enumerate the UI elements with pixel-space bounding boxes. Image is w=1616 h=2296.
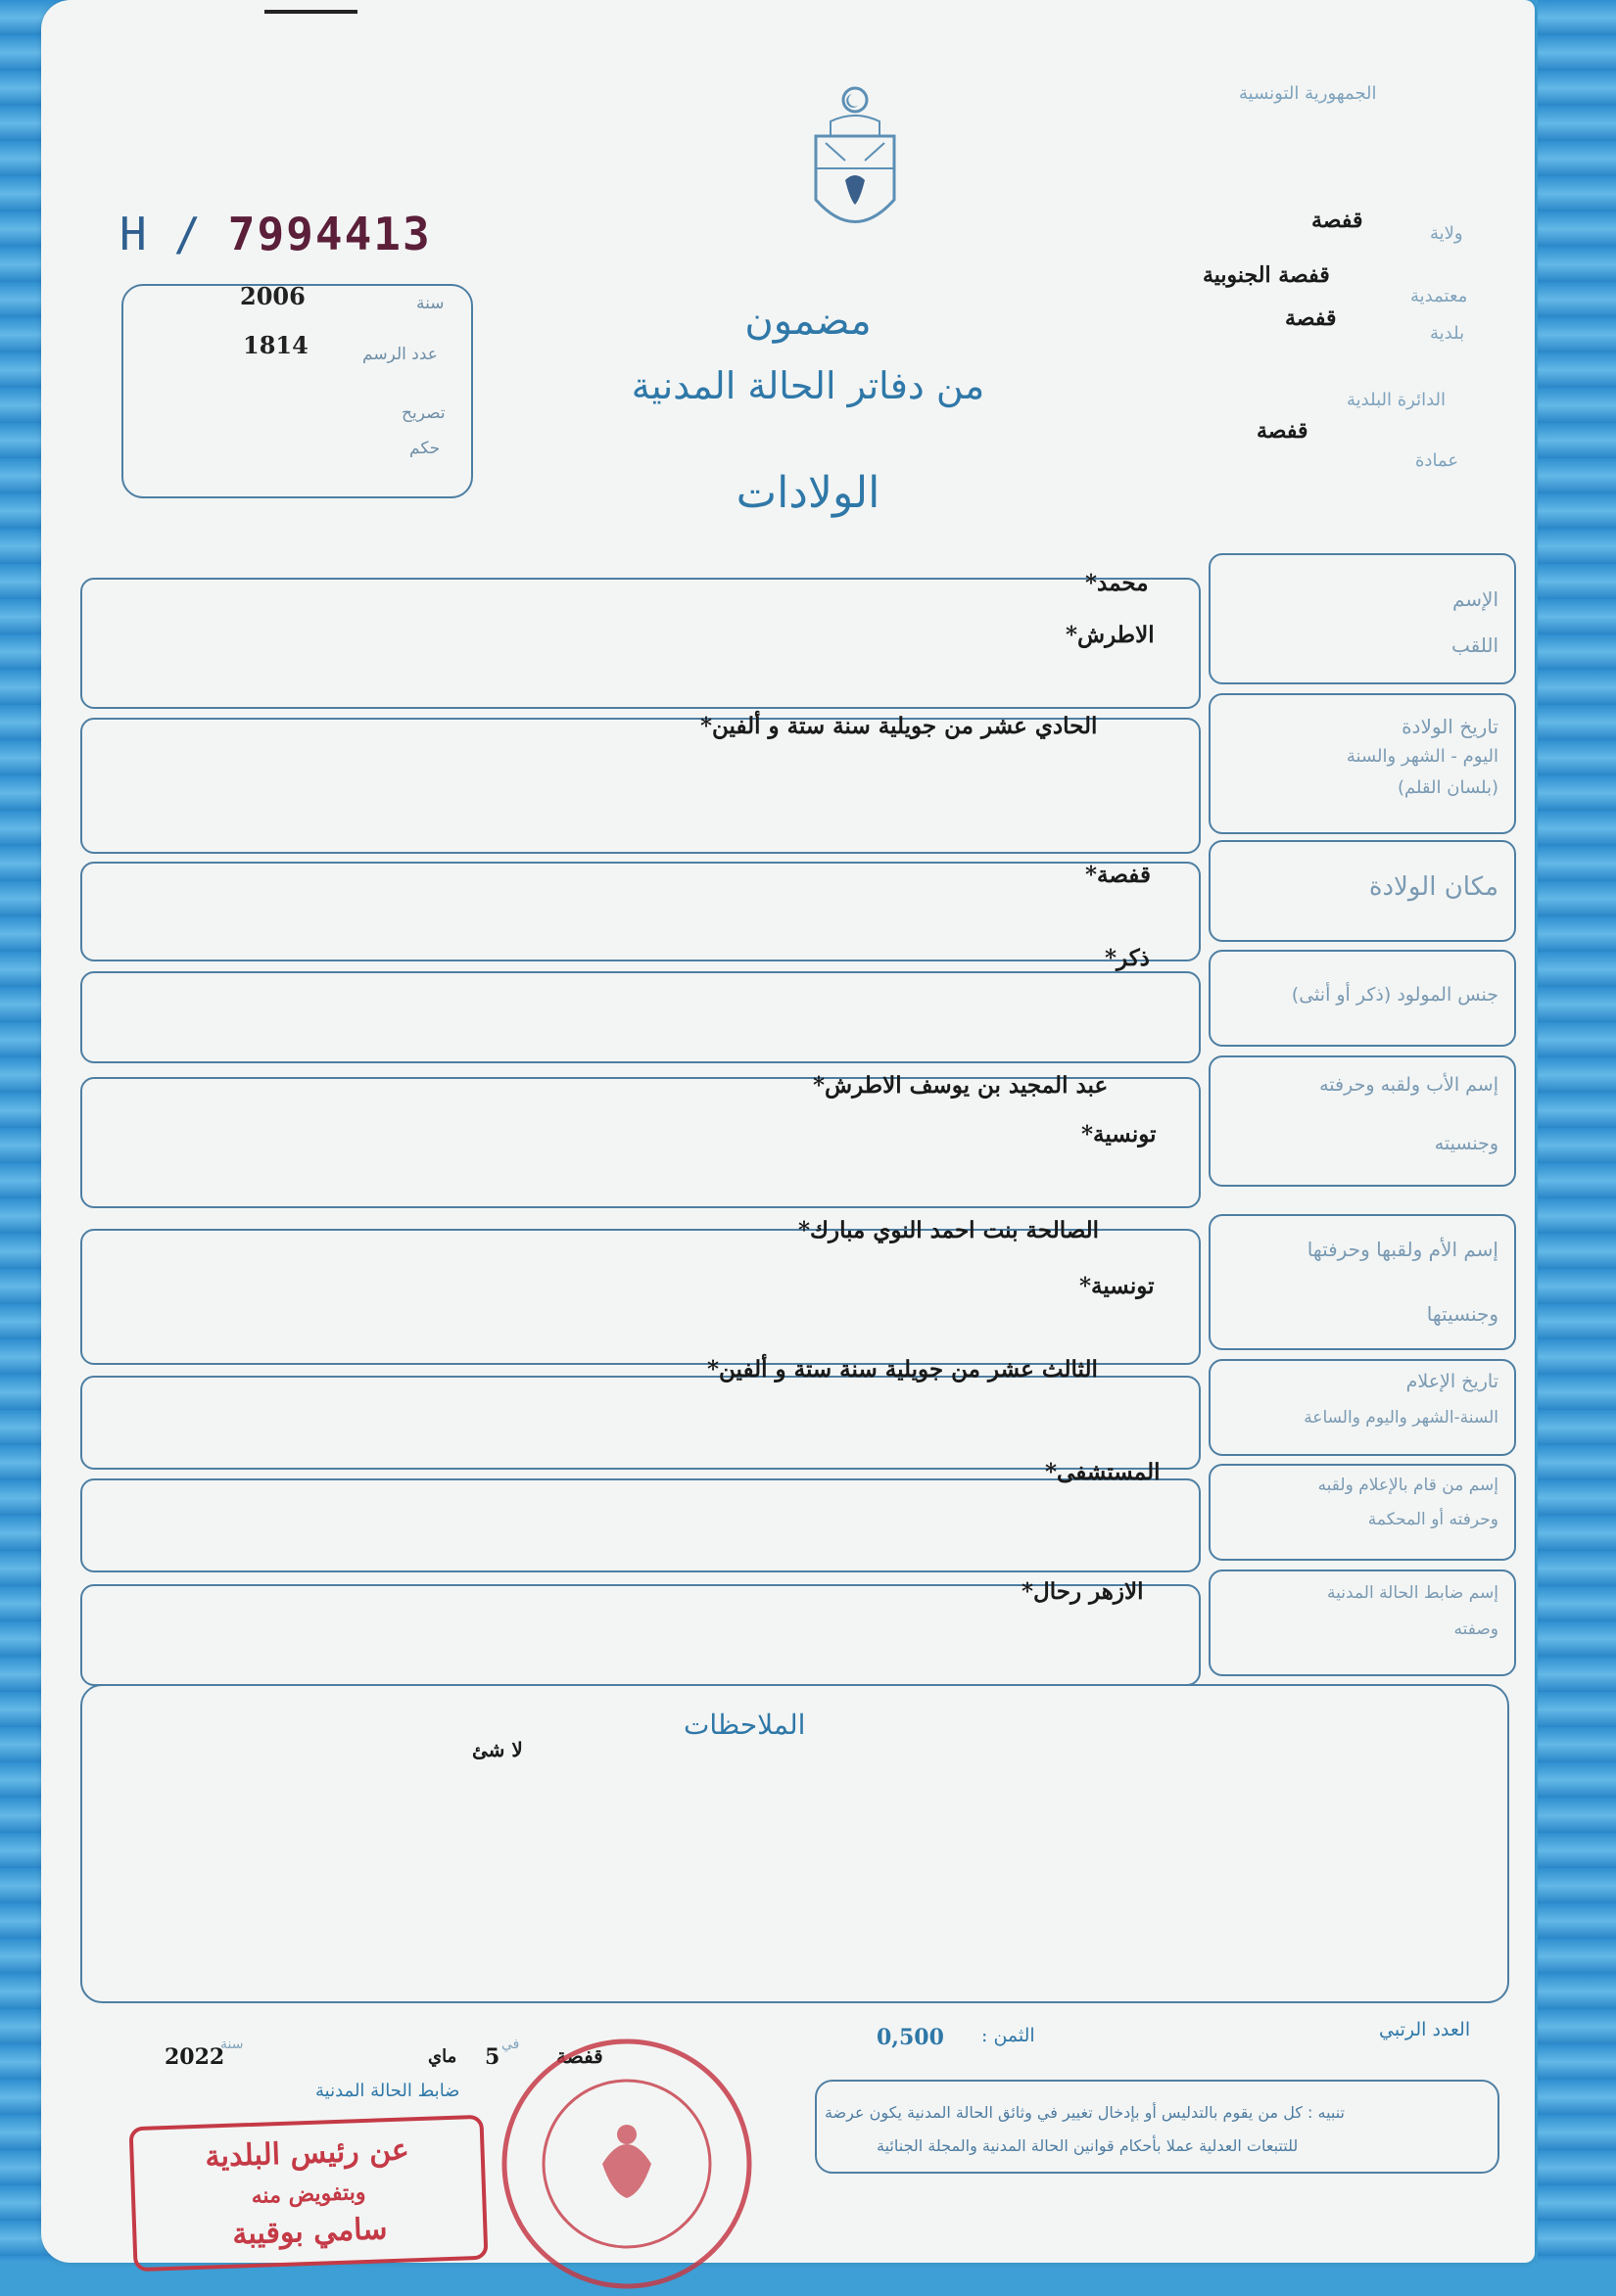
label-birthdate-detail: اليوم - الشهر والسنة xyxy=(1346,746,1498,767)
label-declarant-detail: وحرفته أو المحكمة xyxy=(1367,1510,1498,1529)
footer-city: قفصة xyxy=(556,2044,603,2068)
serial-prefix: H / xyxy=(119,208,202,260)
footer-year: 2022 xyxy=(165,2044,225,2070)
label-birthplace: مكان الولادة xyxy=(1368,872,1498,902)
pen-stroke xyxy=(264,10,357,14)
signature-stamp xyxy=(129,2115,489,2273)
republic-header: الجمهورية التونسية xyxy=(1239,83,1377,104)
stamp-line-3: سامي بوقيبة xyxy=(231,2212,389,2252)
notice-line-1: تنبيه : كل من يقوم بالتدليس أو بإدخال تغيير في وثائق الحالة المدنية يكون عرضة xyxy=(825,2103,1345,2122)
field-wilaya: ولاية xyxy=(1430,223,1463,244)
registry-declaration-label: تصريح xyxy=(402,403,446,423)
label-birthdate: تاريخ الولادة xyxy=(1402,715,1498,738)
registry-year-label: سنة xyxy=(416,294,445,313)
remarks-value: لا شئ xyxy=(472,1738,523,1761)
name-label-box xyxy=(1209,553,1516,684)
field-omda: عمادة xyxy=(1415,450,1459,471)
field-delegation: معتمدية xyxy=(1410,286,1468,306)
registry-act-number: 1814 xyxy=(243,331,309,359)
declaration-date-value-box xyxy=(80,1376,1201,1470)
price-value: 0,500 xyxy=(877,2025,944,2050)
field-district: الدائرة البلدية xyxy=(1347,390,1447,410)
label-gender: جنس المولود (ذكر أو أنثى) xyxy=(1291,984,1498,1006)
serial-number: 7994413 xyxy=(227,208,432,260)
remarks-title: الملاحظات xyxy=(684,1709,806,1741)
declarant-value-box xyxy=(80,1478,1201,1572)
stamp-line-1: عن رئيس البلدية xyxy=(204,2132,410,2175)
gender-value-box xyxy=(80,971,1201,1063)
label-mother-nationality: وجنسيتها xyxy=(1426,1302,1498,1326)
last-name-value: الاطرش* xyxy=(1066,622,1155,648)
title-from-registers: من دفاتر الحالة المدنية xyxy=(631,364,985,407)
label-last-name: اللقب xyxy=(1450,633,1498,657)
label-father-nationality: وجنسيته xyxy=(1434,1133,1498,1154)
footer-day: 5 xyxy=(485,2044,500,2070)
mother-nationality-value: تونسية* xyxy=(1079,1273,1155,1299)
label-declaration-date-detail: السنة-الشهر واليوم والساعة xyxy=(1304,1408,1498,1428)
birthplace-value: قفصة* xyxy=(1085,862,1151,888)
district-value: قفصة xyxy=(1257,418,1308,444)
field-municipality: بلدية xyxy=(1430,323,1465,344)
wilaya-value: قفصة xyxy=(1311,208,1363,233)
gender-value: ذكر* xyxy=(1105,945,1150,971)
birthplace-value-box xyxy=(80,862,1201,961)
father-nationality-value: تونسية* xyxy=(1081,1121,1157,1148)
title-births: الولادات xyxy=(736,468,880,518)
mother-value-box xyxy=(80,1229,1201,1365)
label-father: إسم الأب ولقبه وحرفته xyxy=(1319,1074,1498,1096)
notice-box xyxy=(815,2080,1499,2174)
father-value: عبد المجيد بن يوسف الاطرش* xyxy=(813,1072,1109,1099)
registry-judgment-label: حكم xyxy=(409,439,441,458)
notice-line-2: للتتبعات العدلية عملا بأحكام قوانين الحالة المدنية والمجلة الجنائية xyxy=(877,2136,1299,2155)
registry-year: 2006 xyxy=(240,282,306,310)
title-extract: مضمون xyxy=(744,299,872,344)
delegation-value: قفصة الجنوبية xyxy=(1203,262,1330,288)
declaration-date-value: الثالث عشر من جويلية سنة ستة و ألفين* xyxy=(707,1356,1098,1382)
tunisia-emblem-icon xyxy=(801,82,909,249)
document-serial xyxy=(119,208,432,260)
birthdate-value: الحادي عشر من جويلية سنة ستة و ألفين* xyxy=(700,713,1098,739)
label-declaration-date: تاريخ الإعلام xyxy=(1405,1371,1498,1392)
officer-value: الازهر رحال* xyxy=(1022,1578,1144,1605)
name-value-box xyxy=(80,578,1201,709)
label-declarant: إسم من قام بالإعلام ولقبه xyxy=(1317,1476,1498,1495)
label-birthdate-words: (بلسان القلم) xyxy=(1397,777,1498,798)
municipal-seal xyxy=(495,2032,759,2296)
price-label: الثمن : xyxy=(981,2025,1035,2046)
mother-label-box xyxy=(1209,1214,1516,1350)
footer-month: ماي xyxy=(428,2046,457,2067)
label-mother: إسم الأم ولقبها وحرفتها xyxy=(1307,1238,1498,1261)
mother-value: الصالحة بنت احمد النوي مبارك* xyxy=(798,1217,1100,1243)
label-officer-title: وصفته xyxy=(1453,1619,1498,1639)
label-first-name: الإسم xyxy=(1451,587,1498,611)
footer-officer: ضابط الحالة المدنية xyxy=(315,2081,460,2101)
stamp-line-2: وبتفويض منه xyxy=(251,2179,366,2210)
first-name-value: محمد* xyxy=(1085,570,1149,596)
municipality-value: قفصة xyxy=(1285,305,1337,331)
registry-act-label: عدد الرسم xyxy=(362,345,438,364)
serial-order-label: العدد الرتبي xyxy=(1379,2019,1471,2040)
footer-date-prefix: في xyxy=(501,2037,520,2052)
label-officer: إسم ضابط الحالة المدنية xyxy=(1327,1583,1498,1603)
declarant-value: المستشفى* xyxy=(1045,1459,1161,1485)
footer-year-label: سنة xyxy=(220,2037,244,2052)
